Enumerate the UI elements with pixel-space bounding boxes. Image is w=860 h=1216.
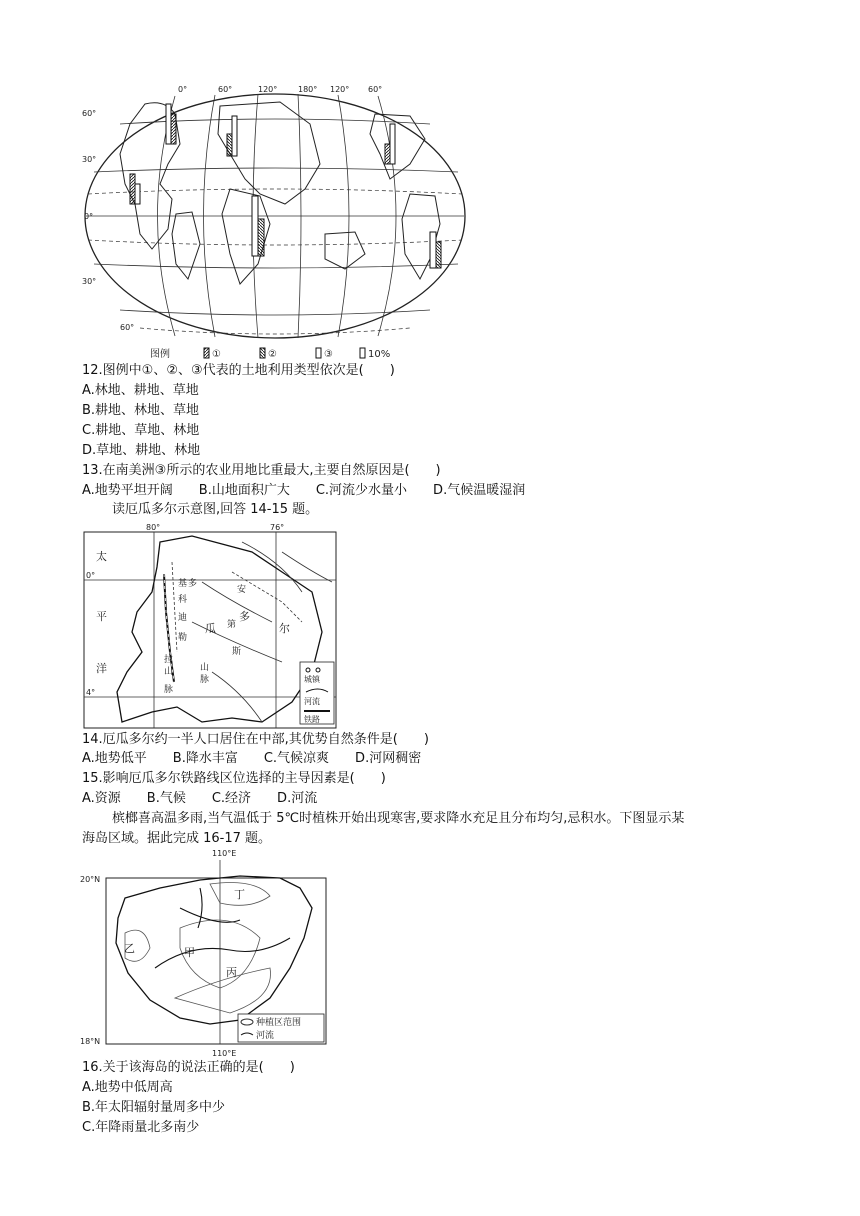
lat-label: 60° — [82, 109, 97, 118]
question-16-option: C.年降雨量北多南少 — [82, 1120, 200, 1135]
ocean-char: 平 — [96, 610, 107, 623]
question-12-option: D.草地、耕地、林地 — [82, 443, 201, 458]
legend-item: 城镇 — [304, 675, 320, 684]
question-13-stem: 13.在南美洲③所示的农业用地比重最大,主要自然原因是( ) — [82, 463, 441, 478]
legend-item: ② — [268, 349, 277, 360]
coast-char: 山 — [164, 667, 174, 677]
legend-item: 铁路 — [304, 715, 320, 724]
ecuador-map — [82, 522, 338, 730]
question-15-options: A.资源 B.气候 C.经济 D.河流 — [82, 791, 318, 806]
lat-label: 0° — [84, 212, 94, 221]
lon-label: 60° — [218, 85, 233, 94]
lat-label: 20°N — [80, 875, 101, 884]
region-char: 斯 — [232, 647, 242, 657]
lon-label: 180° — [298, 85, 318, 94]
ocean-char: 太 — [96, 550, 107, 563]
region-char: 第 — [227, 620, 237, 630]
world-land-use-map — [80, 84, 475, 362]
lon-label: 120° — [330, 85, 350, 94]
region-char: 脉 — [200, 675, 210, 685]
question-16-stem: 16.关于该海岛的说法正确的是( ) — [82, 1060, 295, 1075]
question-15-stem: 15.影响厄瓜多尔铁路线区位选择的主导因素是( ) — [82, 771, 386, 786]
lon-label: 110°E — [212, 1049, 237, 1058]
lon-label: 60° — [368, 85, 383, 94]
intro-16-17-line2: 海岛区域。据此完成 16-17 题。 — [82, 831, 272, 846]
coast-char: 脉 — [164, 685, 174, 695]
legend-item: ③ — [324, 349, 333, 360]
coast-char: 科 — [178, 595, 188, 605]
lon-label: 110°E — [212, 849, 237, 858]
region-char: 瓜 — [205, 622, 216, 635]
coast-char: 基 — [178, 579, 188, 589]
question-14-options: A.地势低平 B.降水丰富 C.气候凉爽 D.河网稠密 — [82, 751, 422, 766]
region-char: 多 — [239, 610, 250, 623]
legend-item: 10% — [368, 349, 391, 360]
legend-item: 种植区范围 — [256, 1018, 302, 1028]
lat-label: 30° — [82, 155, 97, 164]
lon-label: 76° — [270, 523, 285, 532]
question-12-option: A.林地、耕地、草地 — [82, 383, 199, 398]
region-char: 尔 — [279, 622, 290, 635]
legend-item: 河流 — [304, 697, 320, 706]
lat-label: 18°N — [80, 1037, 101, 1046]
legend-title: 图例 — [150, 349, 170, 360]
question-14-stem: 14.厄瓜多尔约一半人口居住在中部,其优势自然条件是( ) — [82, 732, 429, 747]
place-label: 乙 — [124, 942, 135, 955]
intro-16-17-line1: 槟榔喜高温多雨,当气温低于 5℃时植株开始出现寒害,要求降水充足且分布均匀,忌积水。下图显示某 — [112, 811, 685, 826]
legend-item: 河流 — [256, 1031, 275, 1041]
coast-char: 迪 — [178, 613, 188, 623]
lat-label: 60° — [120, 323, 135, 332]
question-16-option: B.年太阳辐射量周多中少 — [82, 1100, 226, 1115]
lat-label: 0° — [86, 571, 96, 580]
island-map — [80, 848, 330, 1058]
question-12-option: C.耕地、草地、林地 — [82, 423, 200, 438]
lat-label: 4° — [86, 688, 96, 697]
lon-label: 120° — [258, 85, 278, 94]
lon-label: 0° — [178, 85, 188, 94]
lon-label: 80° — [146, 523, 161, 532]
question-12-option: B.耕地、林地、草地 — [82, 403, 200, 418]
coast-char: 拉 — [164, 655, 174, 665]
place-label: 甲 — [184, 946, 195, 959]
lat-label: 30° — [82, 277, 97, 286]
intro-14-15: 读厄瓜多尔示意图,回答 14-15 题。 — [112, 502, 319, 517]
region-char: 山 — [200, 663, 210, 673]
coast-char: 勒 — [178, 633, 188, 643]
place-label: 丙 — [226, 966, 237, 979]
coast-char: 多 — [188, 579, 198, 589]
question-16-option: A.地势中低周高 — [82, 1080, 173, 1095]
ocean-char: 洋 — [96, 662, 107, 675]
region-char: 安 — [237, 585, 247, 595]
legend-item: ① — [212, 349, 221, 360]
question-12-stem: 12.图例中①、②、③代表的土地利用类型依次是( ) — [82, 363, 395, 378]
place-label: 丁 — [234, 888, 245, 901]
question-13-options: A.地势平坦开阔 B.山地面积广大 C.河流少水量小 D.气候温暖湿润 — [82, 483, 526, 498]
